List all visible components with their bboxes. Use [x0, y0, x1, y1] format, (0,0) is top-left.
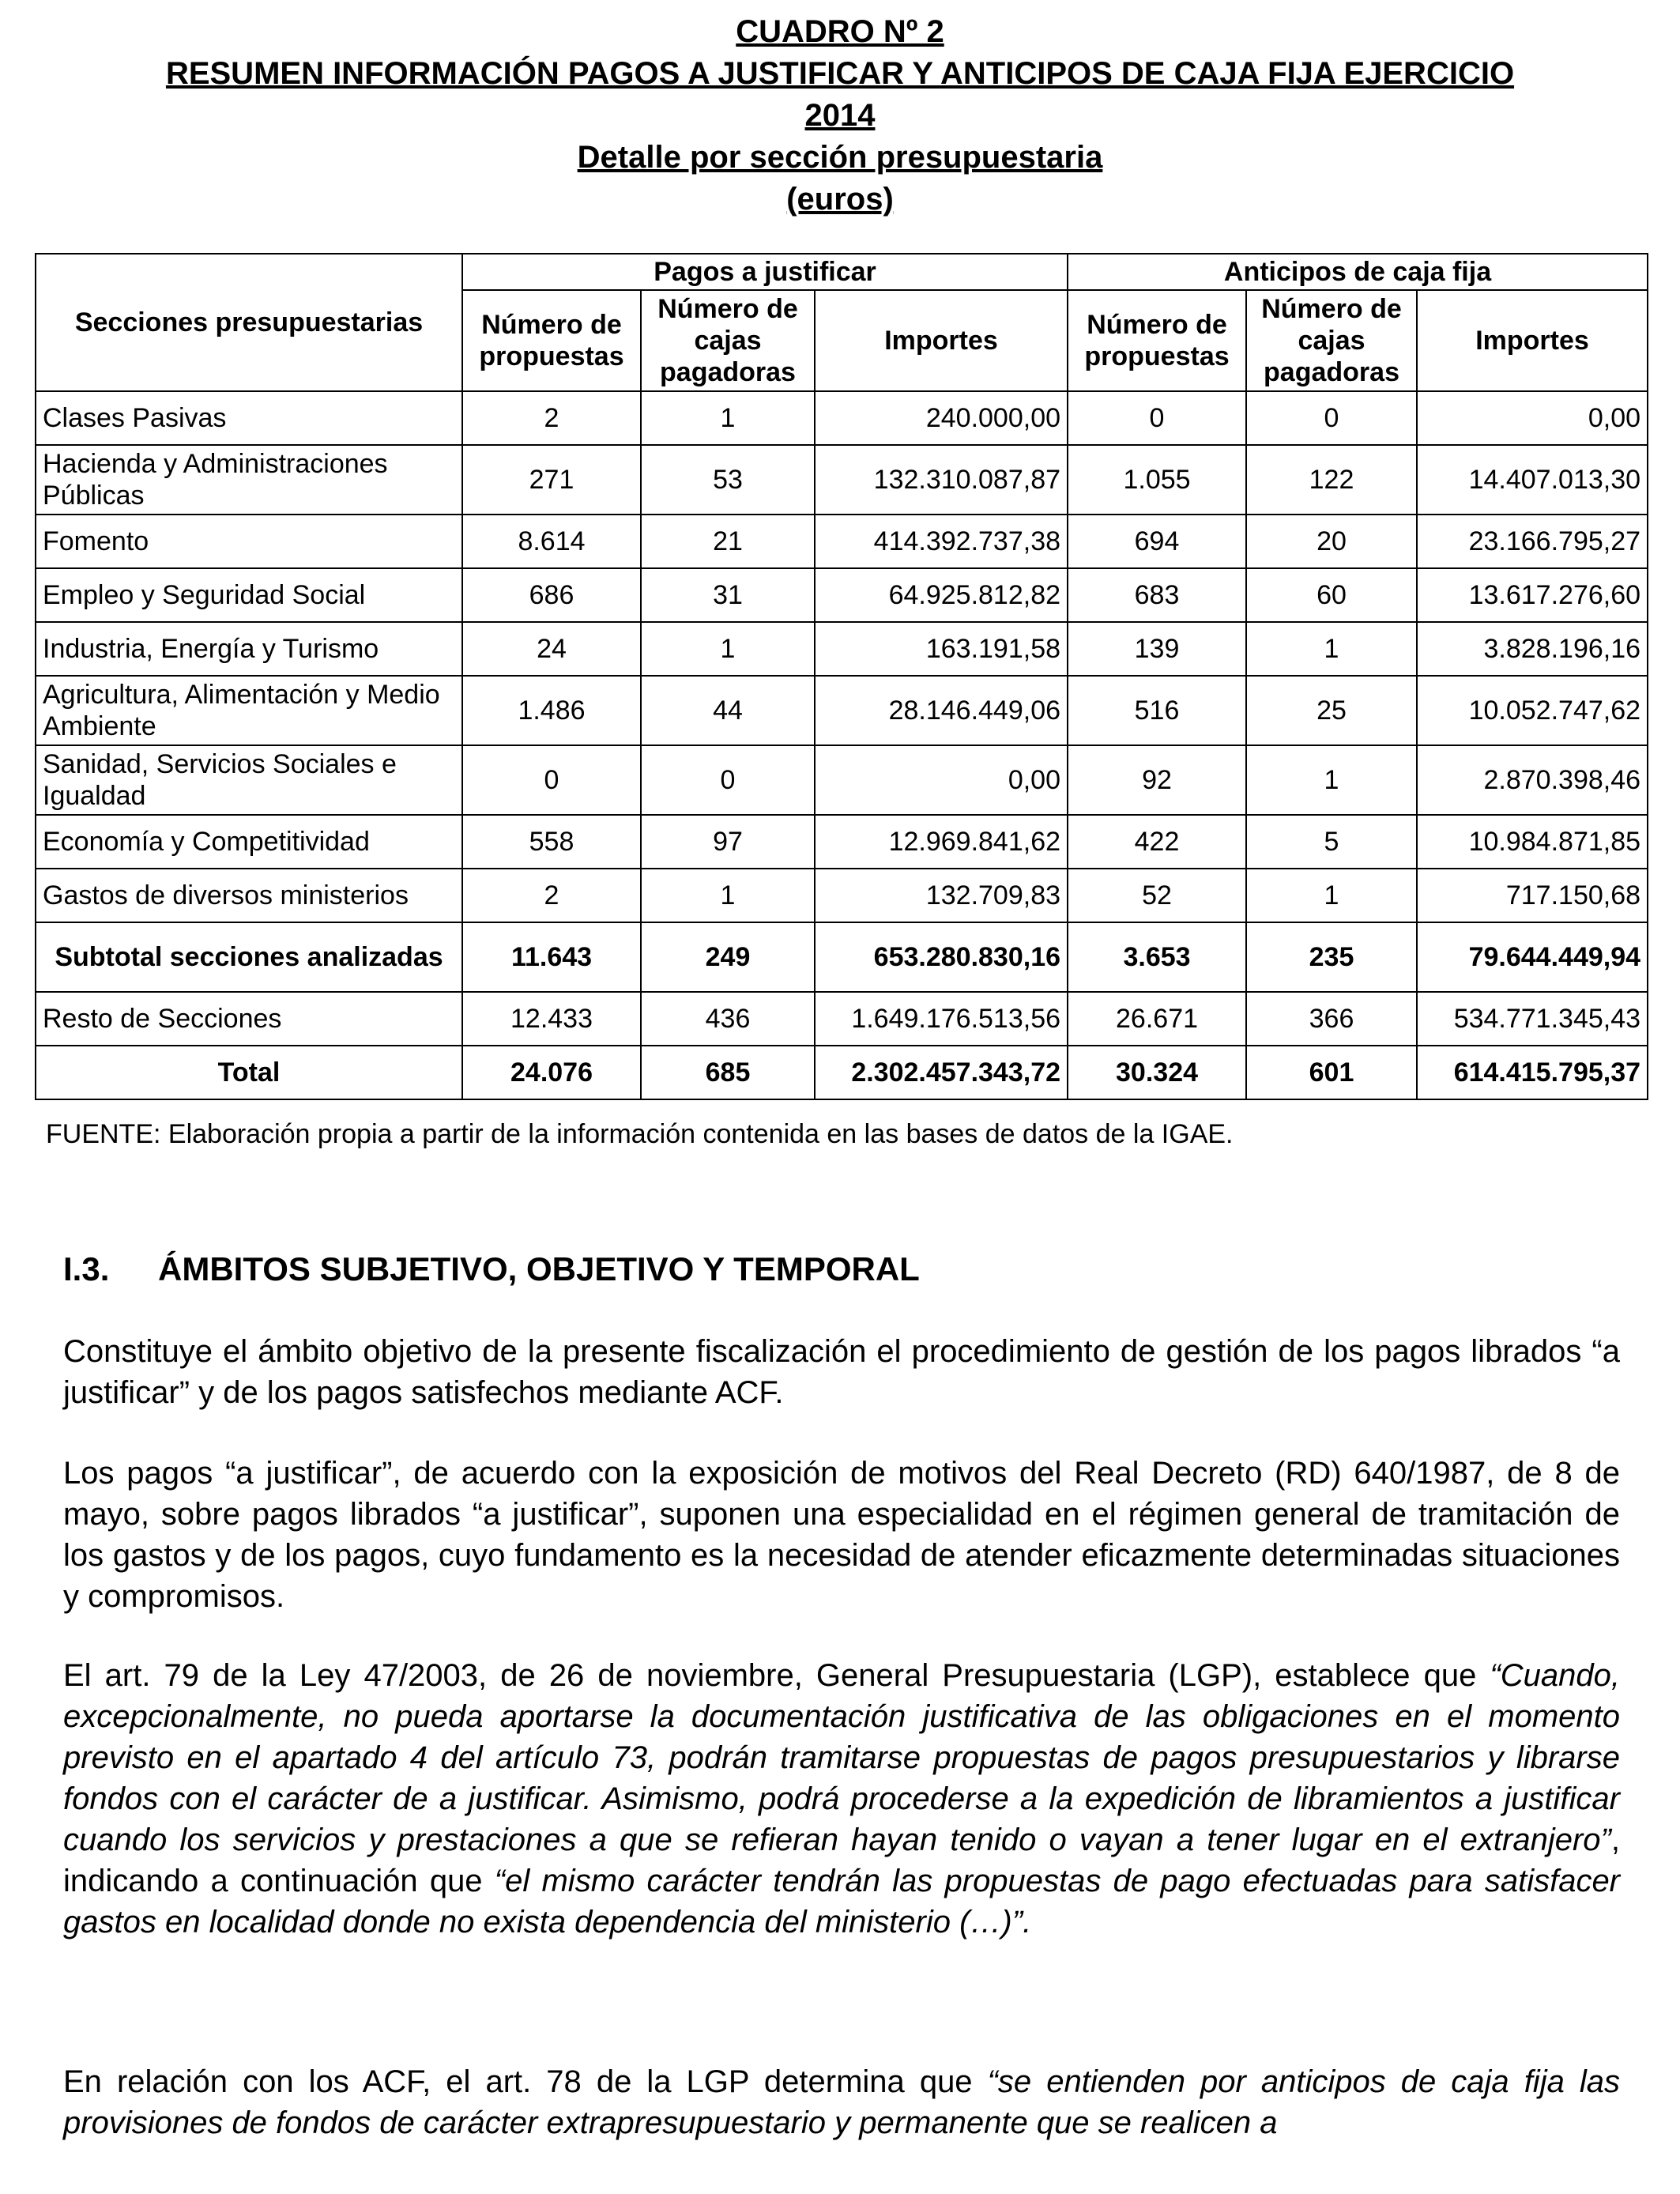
- row-name: Gastos de diversos ministerios: [36, 869, 462, 922]
- cell-acf-cajas: 25: [1246, 676, 1417, 745]
- table-row: [36, 869, 1648, 922]
- cell-pj-importes: 2.302.457.343,72: [815, 1046, 1068, 1099]
- cell-pj-importes: 0,00: [815, 745, 1068, 815]
- paragraph-1: Constituye el ámbito objetivo de la presente fiscalización el procedimiento de gestión de los pagos librados “a justificar” y de los pagos satisfechos mediante ACF.: [63, 1334, 1620, 1410]
- cell-pj-importes: 653.280.830,16: [815, 922, 1068, 992]
- cell-pj-cajas: 31: [641, 568, 815, 622]
- cell-pj-cajas: 97: [641, 815, 815, 869]
- cell-acf-cajas: 20: [1246, 515, 1417, 568]
- header-pagos-a-justificar: Pagos a justificar: [462, 254, 1068, 290]
- cell-acf-propuestas: 26.671: [1068, 992, 1246, 1046]
- cell-acf-cajas: 366: [1246, 992, 1417, 1046]
- cell-acf-propuestas: 139: [1068, 622, 1246, 676]
- cell-acf-propuestas: 0: [1068, 391, 1246, 445]
- cell-acf-importes: 10.052.747,62: [1417, 676, 1648, 745]
- row-name: Total: [36, 1046, 462, 1099]
- row-name: Industria, Energía y Turismo: [36, 622, 462, 676]
- cell-pj-importes: 163.191,58: [815, 622, 1068, 676]
- table-row: [36, 676, 1648, 745]
- section-title: ÁMBITOS SUBJETIVO, OBJETIVO Y TEMPORAL: [158, 1250, 920, 1287]
- cell-pj-cajas: 21: [641, 515, 815, 568]
- cell-acf-importes: 23.166.795,27: [1417, 515, 1648, 568]
- cell-acf-propuestas: 3.653: [1068, 922, 1246, 992]
- summary-table: [35, 253, 1648, 1100]
- cell-acf-cajas: 235: [1246, 922, 1417, 992]
- cell-acf-propuestas: 52: [1068, 869, 1246, 922]
- paragraph-4-text: En relación con los ACF, el art. 78 de la LGP determina que: [63, 2064, 988, 2099]
- subtotal-row: [36, 922, 1648, 992]
- cell-acf-propuestas: 92: [1068, 745, 1246, 815]
- cell-pj-propuestas: 558: [462, 815, 641, 869]
- cell-acf-cajas: 1: [1246, 869, 1417, 922]
- cell-pj-importes: 240.000,00: [815, 391, 1068, 445]
- cell-pj-cajas: 44: [641, 676, 815, 745]
- cell-pj-importes: 28.146.449,06: [815, 676, 1068, 745]
- cell-pj-propuestas: 12.433: [462, 992, 641, 1046]
- cell-pj-importes: 64.925.812,82: [815, 568, 1068, 622]
- header-secciones: Secciones presupuestarias: [36, 254, 462, 391]
- row-name: Empleo y Seguridad Social: [36, 568, 462, 622]
- paragraph-3: [63, 1655, 1620, 1943]
- table-row: [36, 992, 1648, 1046]
- cell-pj-cajas: 0: [641, 745, 815, 815]
- row-name: Resto de Secciones: [36, 992, 462, 1046]
- cell-pj-propuestas: 11.643: [462, 922, 641, 992]
- cell-pj-cajas: 1: [641, 391, 815, 445]
- cell-pj-importes: 132.709,83: [815, 869, 1068, 922]
- cell-acf-propuestas: 30.324: [1068, 1046, 1246, 1099]
- paragraph-3-text-2: , indicando a continuación que: [63, 1823, 1620, 1898]
- paragraph-3-quote-2: “el mismo carácter tendrán las propuestas de pago efectuadas para satisfacer gastos en localidad donde no exista dependencia del ministerio (…)”.: [63, 1864, 1621, 1940]
- row-name: Subtotal secciones analizadas: [36, 922, 462, 992]
- cell-acf-propuestas: 516: [1068, 676, 1246, 745]
- cell-pj-importes: 414.392.737,38: [815, 515, 1068, 568]
- cell-acf-importes: 614.415.795,37: [1417, 1046, 1648, 1099]
- cell-acf-importes: 0,00: [1417, 391, 1648, 445]
- cell-acf-propuestas: 694: [1068, 515, 1246, 568]
- paragraph-3-quote-1: “Cuando, excepcionalmente, no pueda aportarse la documentación justificativa de las obligaciones en el momento previsto en el apartado 4 del artículo 73, podrán tramitarse propuestas de pagos presupuestarios y librarse fondos con el carácter de a justificar. Asimismo, podrá procederse a la expedición de libramientos a justificar cuando los servicios y prestaciones a que se refieran hayan tenido o vayan a tener lugar en el extranjero”: [63, 1658, 1620, 1857]
- cell-pj-propuestas: 2: [462, 869, 641, 922]
- cell-pj-propuestas: 0: [462, 745, 641, 815]
- cell-acf-propuestas: 422: [1068, 815, 1246, 869]
- cell-pj-propuestas: 8.614: [462, 515, 641, 568]
- table-row: [36, 622, 1648, 676]
- total-row: [36, 1046, 1648, 1099]
- header-pj-num-propuestas: Número de propuestas: [462, 290, 641, 391]
- cell-pj-propuestas: 271: [462, 445, 641, 515]
- row-name: Hacienda y Administraciones Públicas: [36, 445, 462, 515]
- header-acf-num-cajas: Número de cajas pagadoras: [1246, 290, 1417, 391]
- header-anticipos-caja-fija: Anticipos de caja fija: [1068, 254, 1648, 290]
- header-acf-num-propuestas: Número de propuestas: [1068, 290, 1246, 391]
- cell-acf-cajas: 1: [1246, 622, 1417, 676]
- cell-acf-propuestas: 1.055: [1068, 445, 1246, 515]
- paragraph-2: Los pagos “a justificar”, de acuerdo con la exposición de motivos del Real Decreto (RD) 640/1987, de 8 de mayo, sobre pagos librados “a justificar”, suponen una especialidad en el régimen general de tramitación de los gastos y de los pagos, cuyo fundamento es la necesidad de atender eficazmente determinadas situaciones y compromisos.: [63, 1456, 1620, 1614]
- header-pj-importes: Importes: [815, 290, 1068, 391]
- cell-pj-cajas: 1: [641, 622, 815, 676]
- table-row: [36, 568, 1648, 622]
- table-row: [36, 391, 1648, 445]
- row-name: Sanidad, Servicios Sociales e Igualdad: [36, 745, 462, 815]
- section-heading: [63, 1250, 920, 1288]
- cell-acf-importes: 2.870.398,46: [1417, 745, 1648, 815]
- cell-acf-importes: 717.150,68: [1417, 869, 1648, 922]
- row-name: Agricultura, Alimentación y Medio Ambiente: [36, 676, 462, 745]
- cell-pj-propuestas: 24: [462, 622, 641, 676]
- source-note: FUENTE: Elaboración propia a partir de la información contenida en las bases de datos de la IGAE.: [46, 1119, 1234, 1149]
- cell-pj-importes: 1.649.176.513,56: [815, 992, 1068, 1046]
- title-line-2: RESUMEN INFORMACIÓN PAGOS A JUSTIFICAR Y ANTICIPOS DE CAJA FIJA EJERCICIO: [165, 56, 1515, 91]
- row-name: Clases Pasivas: [36, 391, 462, 445]
- table-row: [36, 445, 1648, 515]
- cell-pj-cajas: 1: [641, 869, 815, 922]
- header-pj-num-cajas: Número de cajas pagadoras: [641, 290, 815, 391]
- cell-pj-propuestas: 1.486: [462, 676, 641, 745]
- table-title: [47, 11, 1633, 221]
- title-line-1: CUADRO Nº 2: [736, 14, 944, 49]
- cell-acf-cajas: 60: [1246, 568, 1417, 622]
- title-line-3: 2014: [804, 98, 876, 133]
- paragraph-3-text: El art. 79 de la Ley 47/2003, de 26 de noviembre, General Presupuestaria (LGP), establece que: [63, 1658, 1490, 1693]
- cell-acf-cajas: 601: [1246, 1046, 1417, 1099]
- row-name: Economía y Competitividad: [36, 815, 462, 869]
- header-acf-importes: Importes: [1417, 290, 1648, 391]
- cell-pj-cajas: 436: [641, 992, 815, 1046]
- paragraph-4: [63, 2061, 1620, 2143]
- table-row: [36, 745, 1648, 815]
- cell-acf-cajas: 122: [1246, 445, 1417, 515]
- cell-acf-importes: 534.771.345,43: [1417, 992, 1648, 1046]
- cell-pj-cajas: 249: [641, 922, 815, 992]
- cell-pj-cajas: 53: [641, 445, 815, 515]
- row-name: Fomento: [36, 515, 462, 568]
- cell-acf-importes: 79.644.449,94: [1417, 922, 1648, 992]
- cell-pj-propuestas: 24.076: [462, 1046, 641, 1099]
- cell-acf-cajas: 5: [1246, 815, 1417, 869]
- paragraph-4-quote: “se entienden por anticipos de caja fija las provisiones de fondos de carácter extrapresupuestario y permanente que se realicen a: [63, 2064, 1621, 2140]
- table-row: [36, 815, 1648, 869]
- cell-acf-cajas: 0: [1246, 391, 1417, 445]
- table-row: [36, 515, 1648, 568]
- cell-acf-importes: 13.617.276,60: [1417, 568, 1648, 622]
- cell-pj-cajas: 685: [641, 1046, 815, 1099]
- cell-pj-propuestas: 2: [462, 391, 641, 445]
- cell-acf-cajas: 1: [1246, 745, 1417, 815]
- cell-pj-importes: 12.969.841,62: [815, 815, 1068, 869]
- title-line-4: Detalle por sección presupuestaria: [577, 140, 1103, 175]
- cell-acf-propuestas: 683: [1068, 568, 1246, 622]
- cell-acf-importes: 3.828.196,16: [1417, 622, 1648, 676]
- cell-pj-importes: 132.310.087,87: [815, 445, 1068, 515]
- title-line-5: (euros): [786, 182, 894, 217]
- cell-acf-importes: 10.984.871,85: [1417, 815, 1648, 869]
- cell-pj-propuestas: 686: [462, 568, 641, 622]
- cell-acf-importes: 14.407.013,30: [1417, 445, 1648, 515]
- section-number: I.3.: [63, 1250, 110, 1287]
